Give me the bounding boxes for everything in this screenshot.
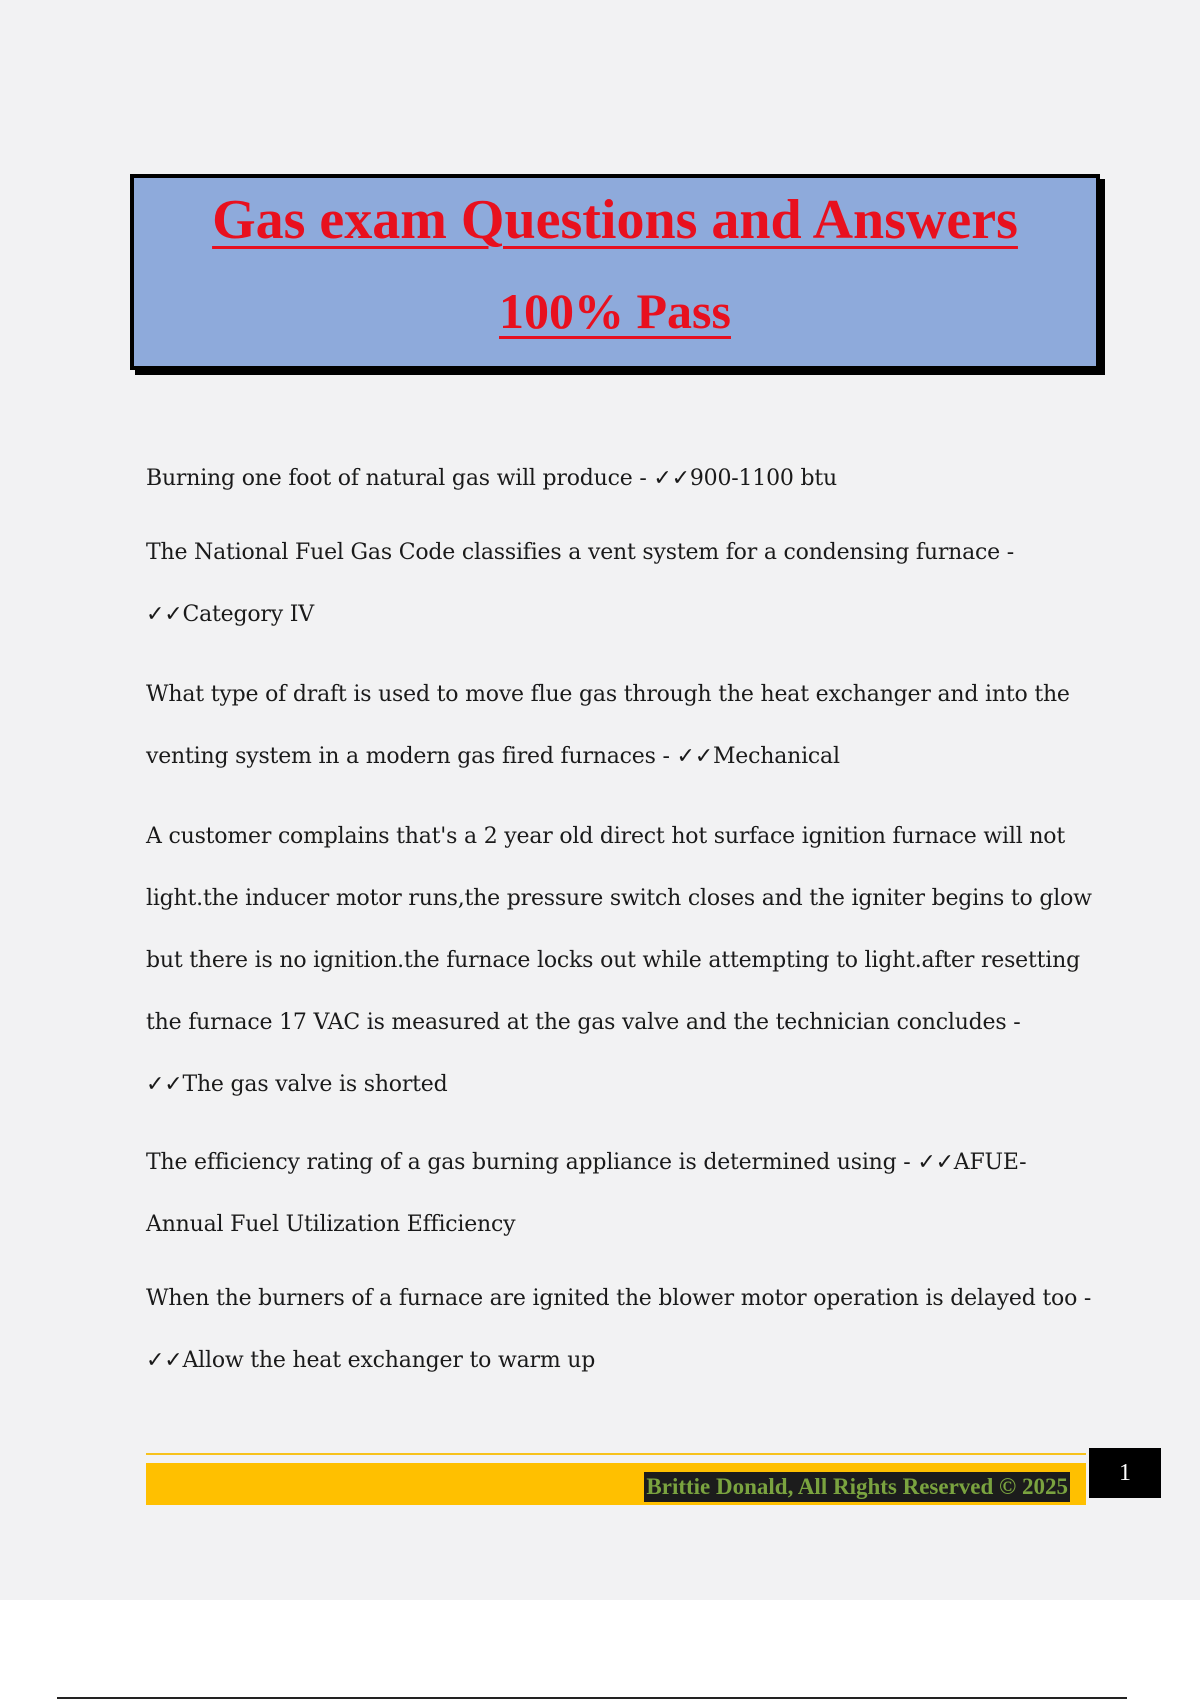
document-title: Gas exam Questions and Answers (212, 189, 1018, 251)
qa-text: What type of draft is used to move flue gas through the heat exchanger and into the venting system in a modern gas fired furnaces - ✓✓Mechanical (146, 682, 1070, 769)
qa-item-3 (146, 664, 1096, 788)
qa-item-1 (146, 448, 1096, 510)
qa-text: The efficiency rating of a gas burning appliance is determined using - ✓✓AFUE-Annual Fuel Utilization Efficiency (146, 1150, 1027, 1237)
qa-item-6 (146, 1268, 1096, 1392)
qa-item-4 (146, 806, 1096, 1116)
title-banner (130, 174, 1100, 370)
page-bottom-rule (57, 1697, 1127, 1699)
qa-item-2 (146, 522, 1096, 646)
copyright-notice: Brittie Donald, All Rights Reserved © 2025 (644, 1472, 1070, 1502)
document-subtitle: 100% Pass (499, 283, 731, 339)
qa-text: Burning one foot of natural gas will produce - ✓✓900-1100 btu (146, 466, 837, 491)
qa-item-5 (146, 1132, 1096, 1256)
qa-text: The National Fuel Gas Code classifies a vent system for a condensing furnace - ✓✓Category IV (146, 540, 1015, 627)
footer-divider (146, 1453, 1086, 1455)
qa-text: A customer complains that's a 2 year old direct hot surface ignition furnace will not light.the inducer motor runs,the pressure switch closes and the igniter begins to glow but there is no ignition.the furnace locks out while attempting to light.after resetting the furnace 17 VAC is measured at the gas valve and the technician concludes - ✓✓The gas valve is shorted (146, 824, 1092, 1097)
page-number: 1 (1089, 1448, 1161, 1498)
footer-bar (146, 1463, 1086, 1505)
qa-text: When the burners of a furnace are ignited the blower motor operation is delayed too - ✓✓Allow the heat exchanger to warm up (146, 1286, 1092, 1373)
